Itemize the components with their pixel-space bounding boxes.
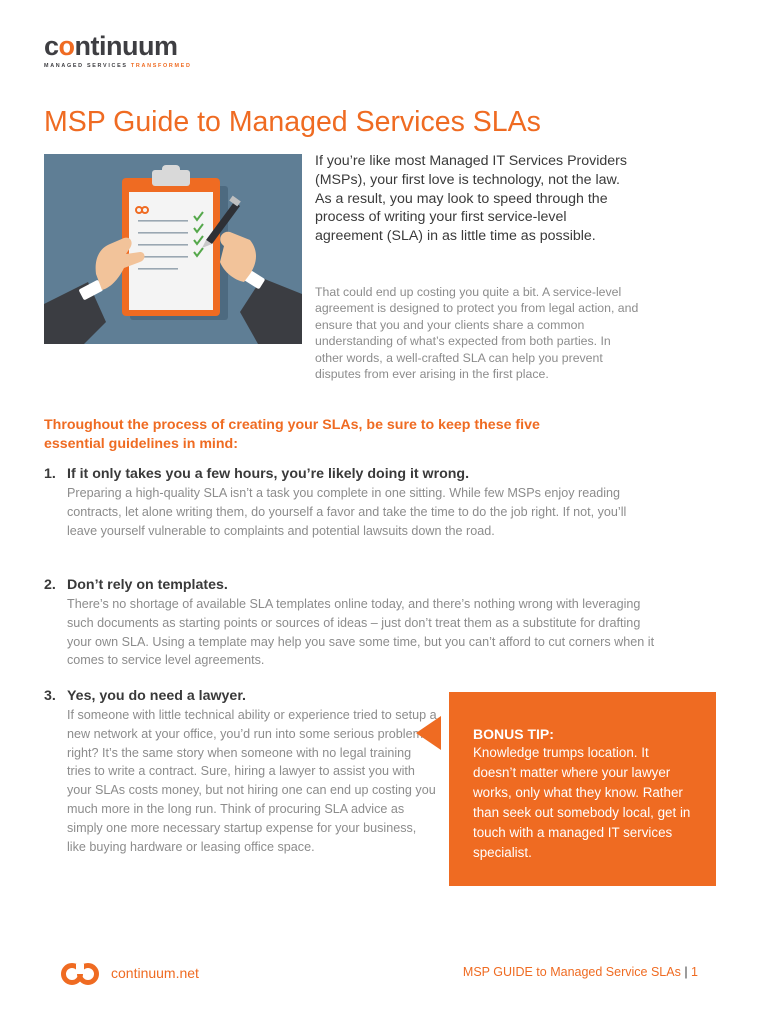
continuum-loop-icon	[60, 962, 100, 986]
clipboard-signing-icon	[44, 154, 302, 344]
guideline-heading: 2. Don’t rely on templates.	[44, 577, 228, 593]
guideline-body: Preparing a high-quality SLA isn’t a task you complete in one sitting. While few MSPs enjoy reading contracts, let alone writing them, do yourself a favor and take the time to do the job right. If not, you’ll leave yourself vulnerable to complaints and potential lawsuits down the road.	[67, 486, 627, 538]
footer-website-link[interactable]: continuum.net	[111, 965, 199, 981]
footer-doc-title: MSP GUIDE to Managed Service SLAs	[462, 965, 681, 979]
logo-tagline: MANAGED SERVICES TRANSFORMED	[44, 63, 192, 69]
footer-separator: |	[684, 965, 688, 979]
bonus-tip-arrow-icon	[416, 716, 441, 750]
page-number: 1	[691, 965, 698, 979]
guideline-heading: 3. Yes, you do need a lawyer.	[44, 688, 246, 704]
bonus-tip-title: BONUS TIP:	[473, 726, 554, 742]
logo-wordmark: continuum	[44, 31, 178, 61]
guideline-heading: 1. If it only takes you a few hours, you’re likely doing it wrong.	[44, 466, 470, 482]
intro-secondary: That could end up costing you quite a bit. A service-level agreement is designed to protect you from legal action, and ensure that you and your clients share a common understanding of what’s expected from both parties. In other words, a well-crafted SLA can help you prevent disputes from ever arising in the first place.	[315, 285, 639, 382]
intro-lead: If you’re like most Managed IT Services Providers (MSPs), your first love is technology, not the law. As a result, you may look to speed through the process of writing your first service-level agreement (SLA) in as little time as possible.	[315, 153, 627, 245]
footer-doc-info	[463, 965, 698, 979]
guideline-body: If someone with little technical ability or experience tried to setup a new network at your office, you’d run into some serious problems, right? It’s the same story when someone with no legal training tries to write a contract. Sure, hiring a lawyer to assist you with your SLAs costs money, but not hiring one can end up costing you much more in the long run. Think of procuring SLA advice as simply one more necessary startup expense for your business, like buying hardware or leasing office space.	[67, 708, 437, 854]
bonus-tip-text: Knowledge trumps location. It doesn’t matter where your lawyer works, only what they know. Rather than seek out somebody local, get in touch with a managed IT services specialist.	[473, 745, 691, 860]
page-title: MSP Guide to Managed Services SLAs	[44, 106, 541, 138]
continuum-logo	[44, 32, 244, 72]
guideline-item-1	[44, 465, 634, 540]
clipboard-illustration	[44, 154, 302, 344]
guidelines-callout: Throughout the process of creating your SLAs, be sure to keep these five essential guidelines in mind:	[44, 417, 540, 452]
guideline-body: There’s no shortage of available SLA templates online today, and there’s nothing wrong with leveraging such documents as starting points or sources of ideas – just don’t treat them as a substitute for drafting your own SLA. Using a template may help you save some time, but you can’t afford to cut corners when it comes to service level agreements.	[67, 597, 655, 668]
bonus-tip-box	[449, 692, 716, 886]
guideline-item-2	[44, 576, 656, 670]
guideline-item-3	[44, 687, 437, 856]
